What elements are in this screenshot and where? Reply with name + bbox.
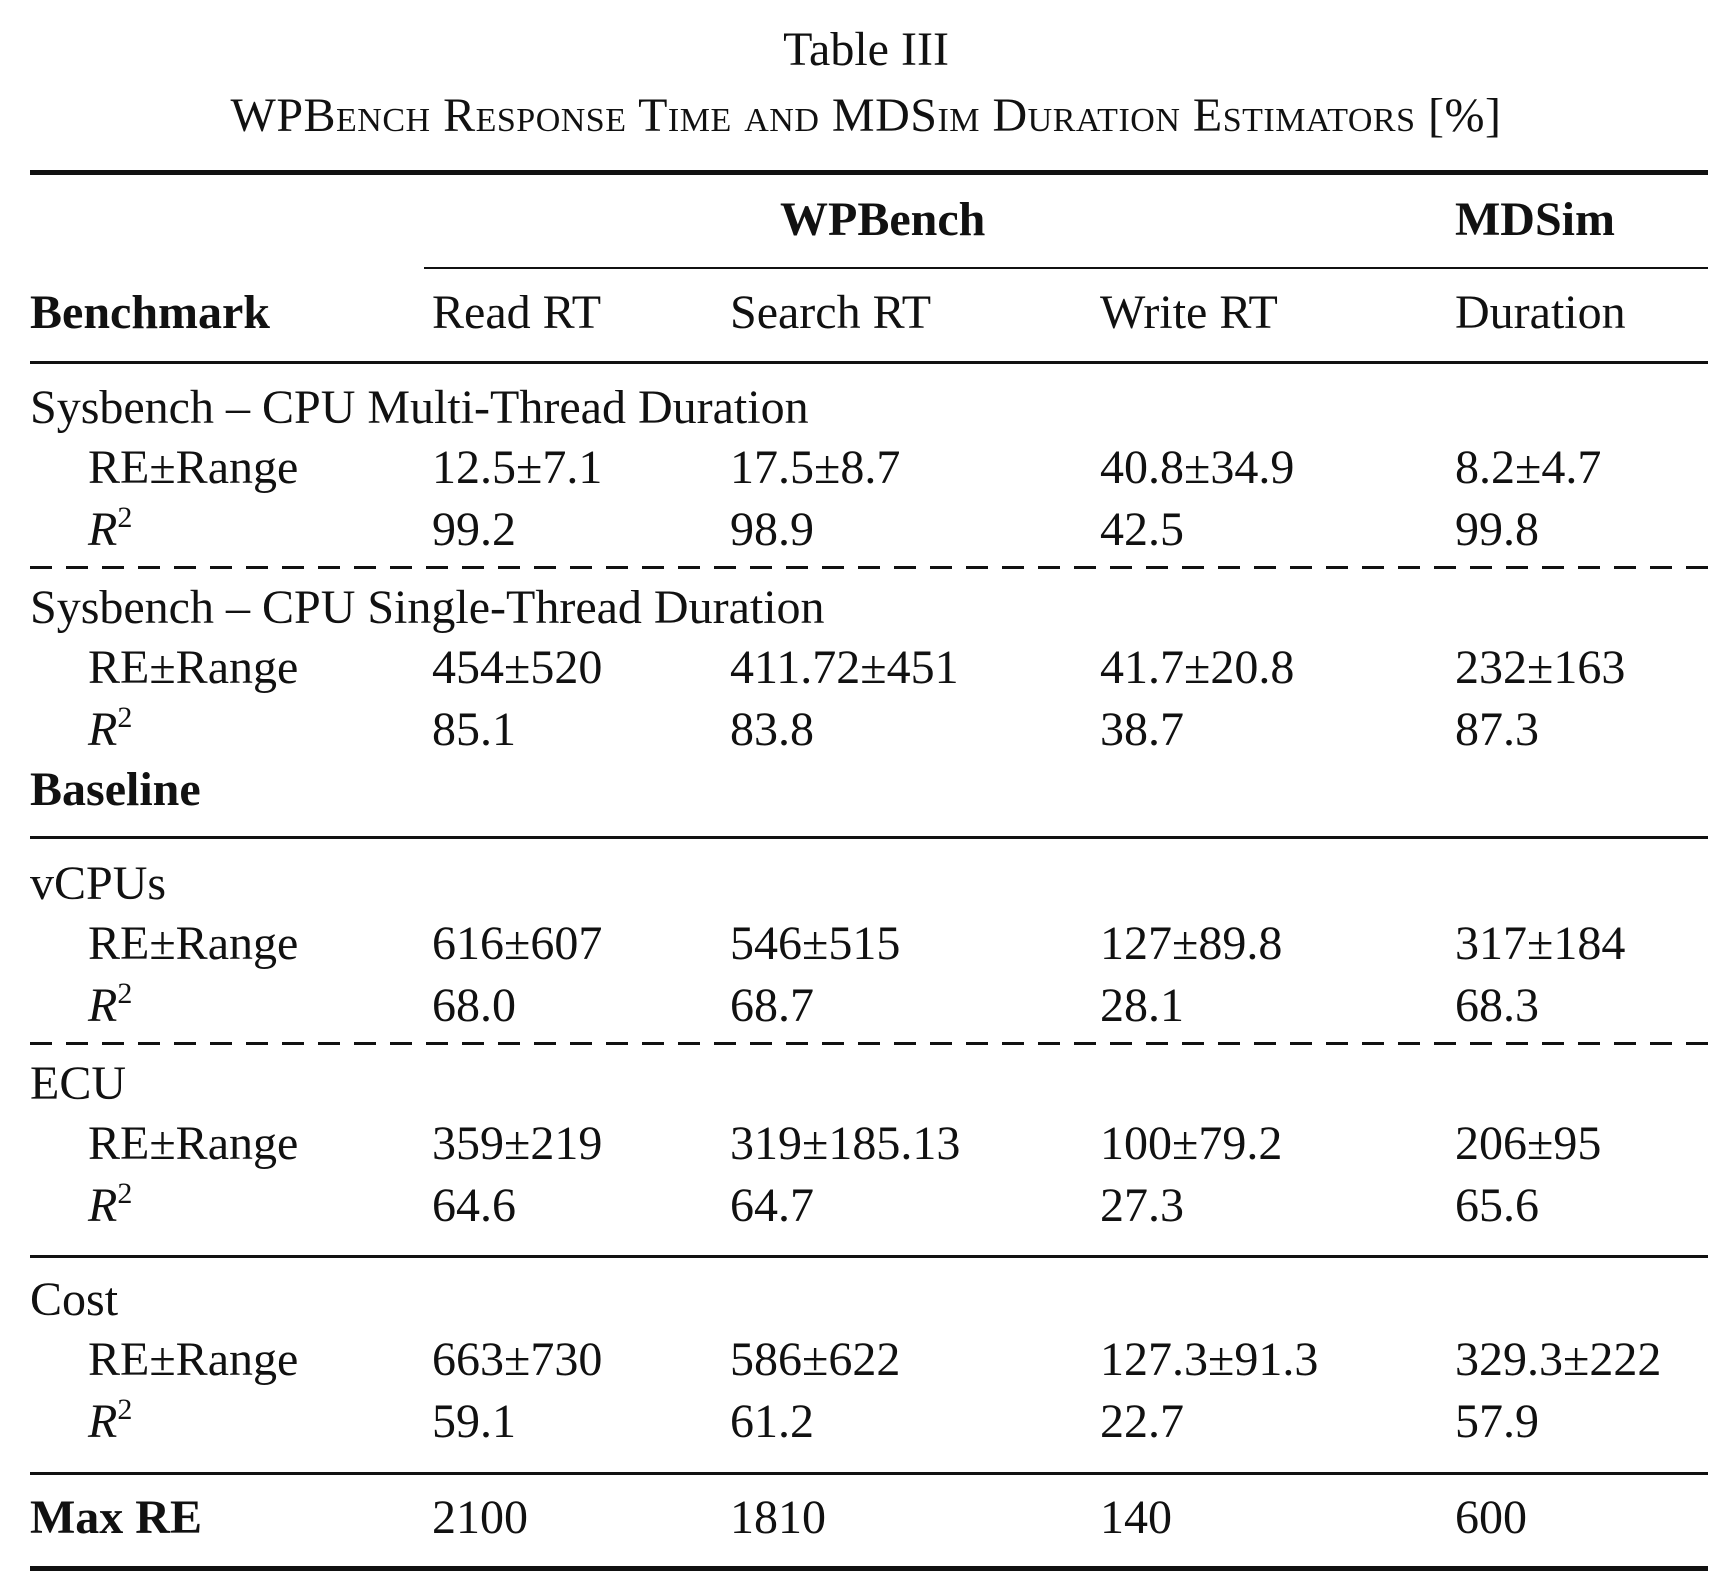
header-search-rt: Search RT [730, 286, 932, 339]
table-cell: 206±95 [1455, 1117, 1602, 1170]
baseline-rule [30, 836, 1708, 839]
re-range-label: RE±Range [88, 641, 299, 694]
table-cell: 83.8 [730, 703, 814, 756]
re-range-label: RE±Range [88, 441, 299, 494]
header-group-mdsim: MDSim [1455, 193, 1615, 246]
re-range-label: RE±Range [88, 1333, 299, 1386]
table-cell: 40.8±34.9 [1100, 441, 1295, 494]
table-cell: 317±184 [1455, 917, 1626, 970]
table-cell: 2100 [432, 1491, 528, 1544]
top-rule [30, 170, 1708, 175]
table-cell: 64.6 [432, 1179, 516, 1232]
r2-label: $R^2$ [88, 701, 133, 756]
baseline-label: Baseline [30, 763, 201, 816]
table-cell: 61.2 [730, 1395, 814, 1448]
table-cell: 100±79.2 [1100, 1117, 1283, 1170]
table-caption-number: Table III [783, 23, 949, 76]
table-cell: 586±622 [730, 1333, 901, 1386]
table-cell: 17.5±8.7 [730, 441, 901, 494]
section-title: vCPUs [30, 857, 167, 910]
table-cell: 359±219 [432, 1117, 603, 1170]
dashed-rule [30, 1042, 1708, 1045]
table-cell: 232±163 [1455, 641, 1626, 694]
table-cell: 127±89.8 [1100, 917, 1283, 970]
table-cell: 319±185.13 [730, 1117, 961, 1170]
table-cell: 411.72±451 [730, 641, 959, 694]
table-cell: 57.9 [1455, 1395, 1539, 1448]
header-duration: Duration [1455, 286, 1626, 339]
table-cell: 98.9 [730, 503, 814, 556]
table-cell: 59.1 [432, 1395, 516, 1448]
header-read-rt: Read RT [432, 286, 602, 339]
table-cell: 546±515 [730, 917, 901, 970]
re-range-label: RE±Range [88, 917, 299, 970]
table-cell: 127.3±91.3 [1100, 1333, 1319, 1386]
table-cell: 41.7±20.8 [1100, 641, 1295, 694]
table-cell: 329.3±222 [1455, 1333, 1662, 1386]
header-write-rt: Write RT [1100, 286, 1278, 339]
section-title: ECU [30, 1057, 126, 1110]
header-group-wpbench: WPBench [780, 193, 986, 246]
section-title: Sysbench – CPU Single-Thread Duration [30, 581, 825, 634]
table-cell: 99.8 [1455, 503, 1539, 556]
r2-label: $R^2$ [88, 1177, 133, 1232]
table-cell: 65.6 [1455, 1179, 1539, 1232]
section-title: Cost [30, 1273, 119, 1326]
table-cell: 85.1 [432, 703, 516, 756]
table-cell: 68.3 [1455, 979, 1539, 1032]
table-cell: 140 [1100, 1491, 1172, 1544]
table-cell: 12.5±7.1 [432, 441, 603, 494]
table-cell: 87.3 [1455, 703, 1539, 756]
max-re-label: Max RE [30, 1491, 202, 1544]
table-cell: 68.7 [730, 979, 814, 1032]
table-cell: 616±607 [432, 917, 603, 970]
table-cell: 68.0 [432, 979, 516, 1032]
r2-label: $R^2$ [88, 1393, 133, 1448]
section-rule [30, 1255, 1708, 1258]
section-title: Sysbench – CPU Multi-Thread Duration [30, 381, 809, 434]
table-cell: 454±520 [432, 641, 603, 694]
table-cell: 28.1 [1100, 979, 1184, 1032]
r2-label: $R^2$ [88, 501, 133, 556]
table-cell: 42.5 [1100, 503, 1184, 556]
table-cell: 64.7 [730, 1179, 814, 1232]
max-re-rule [30, 1472, 1708, 1475]
group-rule [424, 267, 1708, 269]
header-benchmark: Benchmark [30, 286, 270, 339]
table-cell: 663±730 [432, 1333, 603, 1386]
dashed-rule [30, 566, 1708, 569]
table-cell: 99.2 [432, 503, 516, 556]
header-rule [30, 361, 1708, 364]
table-caption-title: WPBench Response Time and MDSim Duration Estimators [%] [230, 89, 1502, 142]
table-cell: 27.3 [1100, 1179, 1184, 1232]
table-cell: 22.7 [1100, 1395, 1184, 1448]
table-cell: 600 [1455, 1491, 1527, 1544]
re-range-label: RE±Range [88, 1117, 299, 1170]
bottom-rule [30, 1566, 1708, 1571]
table-cell: 38.7 [1100, 703, 1184, 756]
table-cell: 8.2±4.7 [1455, 441, 1602, 494]
table-cell: 1810 [730, 1491, 826, 1544]
r2-label: $R^2$ [88, 977, 133, 1032]
